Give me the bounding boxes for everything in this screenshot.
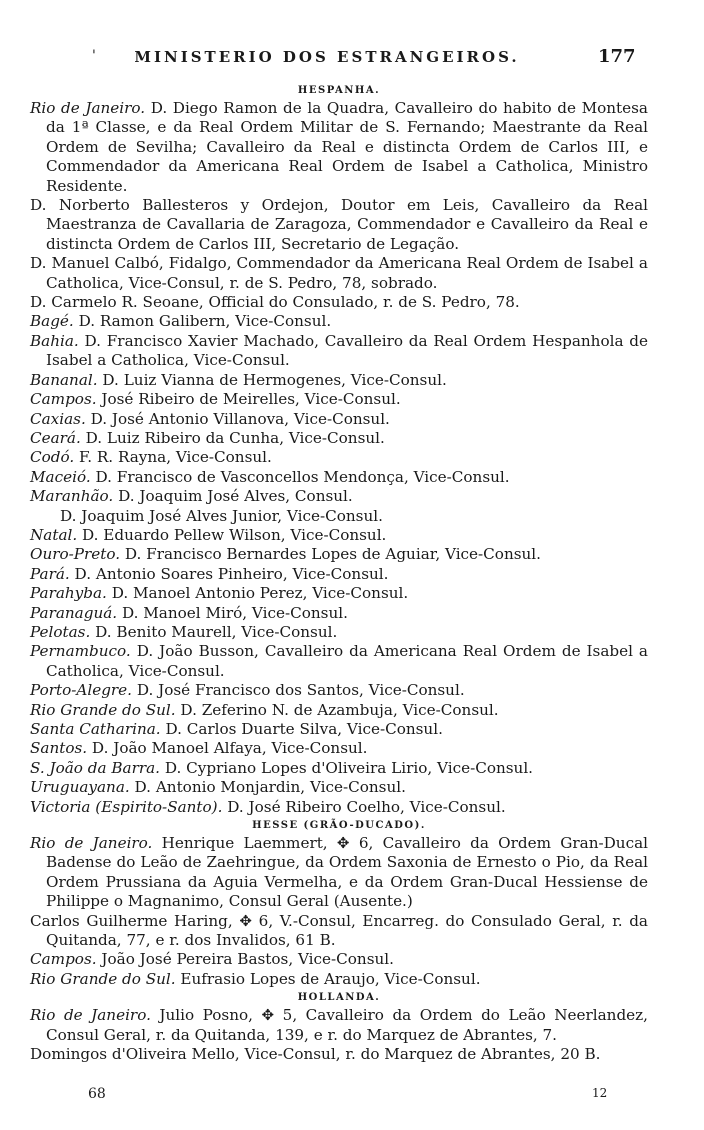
entry-place: S. João da Barra. bbox=[30, 758, 160, 777]
entry-text: D. Francisco Bernardes Lopes de Aguiar, Vice-Consul. bbox=[120, 545, 541, 564]
consular-entry bbox=[30, 701, 648, 720]
consular-entry bbox=[30, 778, 648, 797]
entry-place: Natal. bbox=[30, 525, 78, 544]
entry-place: Porto-Alegre. bbox=[30, 681, 132, 700]
consular-entry bbox=[30, 970, 648, 989]
entry-text: D. Joaquim José Alves, Consul. bbox=[113, 487, 353, 506]
consular-entry bbox=[30, 293, 648, 312]
consular-entry bbox=[30, 565, 648, 584]
entry-text: Eufrasio Lopes de Araujo, Vice-Consul. bbox=[175, 969, 481, 988]
entry-place: Pernambuco. bbox=[30, 642, 131, 661]
page-body bbox=[30, 82, 648, 1065]
entry-place: Bananal. bbox=[30, 370, 98, 389]
entry-place: Santos. bbox=[30, 739, 88, 758]
entry-text: D. Carlos Duarte Silva, Vice-Consul. bbox=[160, 720, 443, 738]
entry-text: D. Francisco Xavier Machado, Cavalleiro da Real Ordem Hespanhola de Isabel a Catholica, Vice-Consul. bbox=[46, 331, 648, 370]
entry-text: João José Pereira Bastos, Vice-Consul. bbox=[96, 950, 394, 969]
section-heading: HESPANHA. bbox=[297, 85, 381, 96]
consular-entry bbox=[30, 1045, 648, 1064]
entry-text: José Ribeiro de Meirelles, Vice-Consul. bbox=[96, 390, 401, 409]
running-head: MINISTERIO DOS ESTRANGEIROS. bbox=[134, 48, 520, 66]
page-header bbox=[0, 44, 704, 74]
consular-entry bbox=[30, 584, 648, 603]
entry-text: D. João Busson, Cavalleiro da Americana Real Ordem de Isabel a Catholica, Vice-Consul. bbox=[46, 642, 648, 680]
consular-entry bbox=[30, 468, 648, 487]
consular-entry bbox=[30, 332, 648, 371]
entry-place: Campos. bbox=[30, 390, 97, 409]
entry-place: Rio de Janeiro. bbox=[30, 1006, 151, 1025]
consular-entry bbox=[30, 390, 648, 409]
consular-entry bbox=[30, 429, 648, 448]
entry-text: D. Eduardo Pellew Wilson, Vice-Consul. bbox=[77, 525, 387, 544]
entry-text: D. Cypriano Lopes d'Oliveira Lirio, Vice-Consul. bbox=[160, 758, 534, 777]
entry-place: Rio de Janeiro. bbox=[30, 99, 146, 117]
entry-text: D. José Antonio Villanova, Vice-Consul. bbox=[85, 409, 390, 428]
header-mark: ' bbox=[92, 48, 96, 64]
entry-text: D. Francisco de Vasconcellos Mendonça, Vice-Consul. bbox=[90, 467, 510, 486]
entry-text: D. Ramon Galibern, Vice-Consul. bbox=[73, 312, 332, 331]
consular-entry bbox=[30, 371, 648, 390]
entry-text: D. Norberto Ballesteros y Ordejon, Doutor em Leis, Cavalleiro da Real Maestranza de Cavallaria de Zaragoza, Commendador e Cavalleiro da Real e distincta Ordem de Carlos III, Secretario de Legação. bbox=[30, 196, 648, 253]
page-footer bbox=[0, 1086, 704, 1106]
entry-text: D. Manoel Antonio Perez, Vice-Consul. bbox=[106, 584, 409, 603]
entry-text: F. R. Rayna, Vice-Consul. bbox=[74, 448, 272, 467]
consular-entry bbox=[30, 507, 648, 526]
entry-text: D. João Manoel Alfaya, Vice-Consul. bbox=[87, 739, 368, 758]
entry-text: D. Luiz Ribeiro da Cunha, Vice-Consul. bbox=[80, 428, 385, 447]
entry-text: Carlos Guilherme Haring, ✥ 6, V.-Consul, Encarreg. do Consulado Geral, r. da Quitanda, 77, e r. dos Invalidos, 61 B. bbox=[30, 911, 648, 950]
consular-entry bbox=[30, 759, 648, 778]
entry-text: D. Manoel Miró, Vice-Consul. bbox=[117, 603, 348, 622]
entry-place: Codó. bbox=[30, 448, 75, 467]
entry-place: Paranaguá. bbox=[30, 603, 118, 622]
consular-entry bbox=[30, 254, 648, 293]
section-heading: HOLLANDA. bbox=[297, 992, 381, 1004]
consular-entry bbox=[30, 623, 648, 642]
entry-text: D. Luiz Vianna de Hermogenes, Vice-Consul. bbox=[97, 370, 447, 389]
entry-text: Domingos d'Oliveira Mello, Vice-Consul, r. do Marquez de Abrantes, 20 B. bbox=[30, 1045, 601, 1064]
consular-entry bbox=[30, 99, 648, 196]
entry-place: Maranhão. bbox=[30, 487, 114, 506]
page-number: 177 bbox=[598, 46, 636, 67]
consular-entry bbox=[30, 487, 648, 506]
entry-place: Rio Grande do Sul. bbox=[30, 969, 176, 988]
consular-entry bbox=[30, 1006, 648, 1045]
entry-text: D. Benito Maurell, Vice-Consul. bbox=[90, 622, 338, 641]
entry-text: Julio Posno, ✥ 5, Cavalleiro da Ordem do Leão Neerlandez, Consul Geral, r. da Quitanda, 139, e r. do Marquez de Abrantes, 7. bbox=[46, 1006, 648, 1044]
entry-text: D. José Ribeiro Coelho, Vice-Consul. bbox=[222, 797, 506, 816]
entry-text: D. Antonio Monjardin, Vice-Consul. bbox=[129, 778, 406, 797]
consular-entry bbox=[30, 681, 648, 700]
entry-place: Santa Catharina. bbox=[30, 720, 161, 738]
entry-place: Rio Grande do Sul. bbox=[30, 700, 176, 719]
entry-text: D. Carmelo R. Seoane, Official do Consulado, r. de S. Pedro, 78. bbox=[30, 293, 520, 312]
entry-text: D. Antonio Soares Pinheiro, Vice-Consul. bbox=[69, 564, 389, 583]
entry-text: Henrique Laemmert, ✥ 6, Cavalleiro da Ordem Gran-Ducal Badense do Leão de Zaehringue, da Ordem Saxonia de Ernesto o Pio, da Real Ordem Prussiana da Aguia Vermelha, e da Ordem Gran-Ducal Hessiense de Philippe o Magnanimo, Consul Geral (Ausente.) bbox=[46, 834, 648, 911]
consular-entry bbox=[30, 950, 648, 969]
consular-entry bbox=[30, 642, 648, 681]
entry-place: Maceió. bbox=[30, 467, 91, 486]
entry-text: D. Diego Ramon de la Quadra, Cavalleiro do habito de Montesa da 1ª Classe, e da Real Ordem Militar de S. Fernando; Maestrante da Real Ordem de Sevilha; Cavalleiro da Real e distincta Ordem de Carlos III, e Commendador da Americana Real Ordem de Isabel a Catholica, Ministro Residente. bbox=[46, 99, 648, 195]
consular-entry bbox=[30, 604, 648, 623]
entry-place: Uruguayana. bbox=[30, 778, 130, 797]
consular-entry bbox=[30, 798, 648, 817]
entry-place: Victoria (Espirito-Santo). bbox=[30, 797, 223, 816]
footer-mark: 12 bbox=[592, 1086, 608, 1100]
entry-text: D. Zeferino N. de Azambuja, Vice-Consul. bbox=[175, 700, 499, 719]
entry-text: D. Joaquim José Alves Junior, Vice-Consul. bbox=[60, 506, 383, 525]
consular-entry bbox=[30, 312, 648, 331]
entry-place: Caxias. bbox=[30, 409, 86, 428]
entry-place: Pará. bbox=[30, 564, 70, 583]
consular-entry bbox=[30, 720, 648, 739]
signature-mark: 68 bbox=[88, 1086, 106, 1102]
entry-place: Bahia. bbox=[30, 331, 79, 350]
entry-place: Ouro-Preto. bbox=[30, 545, 121, 564]
entry-text: D. José Francisco dos Santos, Vice-Consul. bbox=[132, 681, 465, 700]
section-heading: HESSE (GRÃO-DUCADO). bbox=[252, 820, 426, 832]
entry-place: Ceará. bbox=[30, 428, 81, 447]
entry-place: Campos. bbox=[30, 950, 97, 969]
consular-entry bbox=[30, 526, 648, 545]
consular-entry bbox=[30, 834, 648, 912]
entry-place: Pelotas. bbox=[30, 622, 91, 641]
entry-place: Parahyba. bbox=[30, 584, 107, 603]
consular-entry bbox=[30, 448, 648, 467]
consular-entry bbox=[30, 196, 648, 254]
consular-entry bbox=[30, 739, 648, 758]
entry-place: Bagé. bbox=[30, 312, 74, 331]
consular-entry bbox=[30, 912, 648, 951]
consular-entry bbox=[30, 545, 648, 564]
entry-place: Rio de Janeiro. bbox=[30, 834, 153, 853]
consular-entry bbox=[30, 410, 648, 429]
entry-text: D. Manuel Calbó, Fidalgo, Commendador da Americana Real Ordem de Isabel a Catholica, Vice-Consul, r. de S. Pedro, 78, sobrado. bbox=[30, 254, 648, 292]
